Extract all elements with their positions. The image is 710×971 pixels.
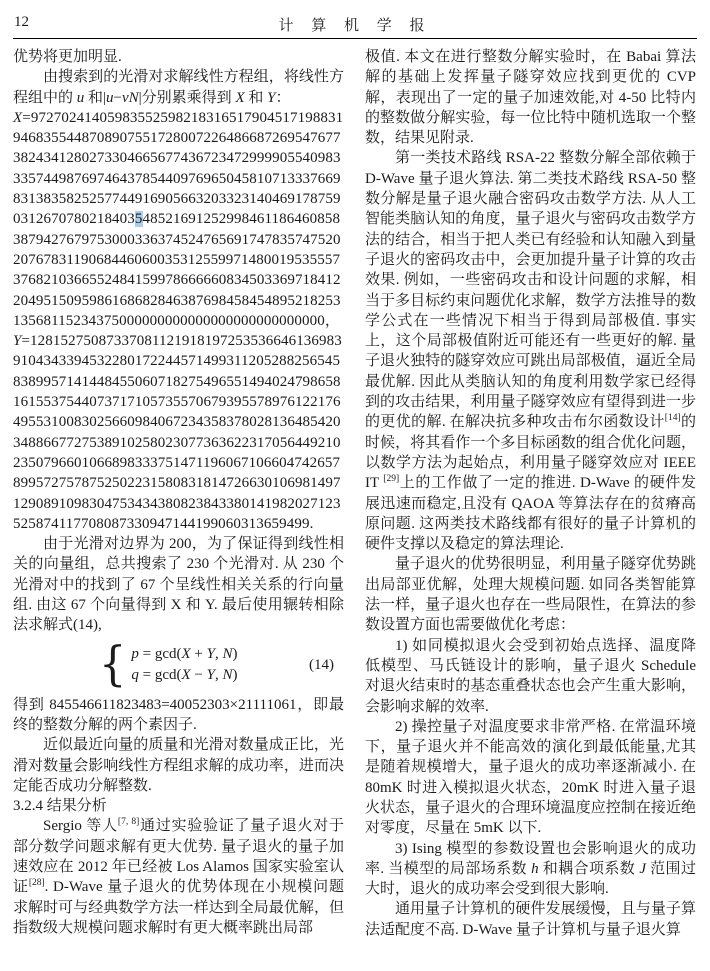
paragraph-two-routes: 第一类技术路线 RSA-22 整数分解全部依赖于 D-Wave 量子退火算法. 第二类技术路线 RSA-50 整数分解是量子退火融合密码攻击数学方法. 从人工智能类脑认知的角度，量子退火与密码攻击数学方法的结合，相当于把人类已有经验和认知融入到量子退火的密码攻击中，会更加提升量子计算的攻击效果. 例如，一些密码攻击和设计问题的求解，相当于多目标约束问题优化求解，数学方法推导的数学公式在一些情况下相当于得到局部极值. 事实上，这个局部极值附近可能还有一些更好的解. 量子退火独特的隧穿效应可跳出局部极值，逼近全局最优解. 因此从类脑认知的角度利用数学家已经得到的攻击结果，利用量子隧穿效应有望得到进一步的更优的解. 在解决抗多种攻击布尔函数设计[14]的时候，将其看作一个多目标函数的组合优化问题，以数学方法为起始点，利用量子隧穿效应对 IEEE IT [29]上的工作做了一定的推进. D-Wave 的硬件发展迅速而稳定,且没有 QAOA 等算法存在的贫瘠高原问题. 这两类技术路线都有很好的量子计算机的硬件支撑以及稳定的算法理论. xyxy=(365,150,696,553)
equation-line-p: p = gcd(X + Y, N) xyxy=(131,645,238,662)
equation-number: (14) xyxy=(309,656,334,673)
digits-block-xy: X=97270241405983552598218316517904517198831 9468355448708907551728007226486687269547677 3824341280273304665677436723472999905540983 3357449876974643785440976965045810713337669 8313835825257744916905663203323140469178759 0312670780218403548521691252998461186460858 3879427679753000336374524765691747835747520 2076783119068446060035312559971480019535557 3768210366552484159978666660834503369718412 2049515095986168682846387698458454895218253 13568115234375000000000000000000000000000， Y=12815275087337081121918197253536646136983 9104343394532280172244571499311205288256545 8389957141448455060718275496551494024798658 1615537544073717105735570679395578976122176 4955310083025660984067234358378028136485420 3488667727538910258023077363622317056449210 2350796601066898333751471196067106604742657 8995727578752502231580831814726630106981497 1290891098304753434380823843380141982027123 525874117708087330947144199060313659499. xyxy=(13,109,344,532)
header-rule xyxy=(13,38,697,39)
paragraph-universal-qc: 通用量子计算机的硬件发展缓慢，且与量子算法适配度不高. D-Wave 量子计算机与量子退火算 xyxy=(365,901,696,938)
paragraph-quality-ratio: 近似最近向量的质量和光滑对数量成正比，光滑对数量会影响线性方程组求解的成功率，进而决定能否成功分解整数. xyxy=(13,737,344,794)
equation-block xyxy=(13,637,344,692)
right-column xyxy=(365,47,696,940)
paragraph-smooth-pairs: 由搜索到的光滑对求解线性方程组，将线性方程组中的 u 和|u−vN|分别累乘得到 X 和 Y： xyxy=(13,69,344,106)
equation-line-q: q = gcd(X − Y, N) xyxy=(131,667,238,684)
section-heading-324: 3.2.4 结果分析 xyxy=(13,798,107,815)
left-column xyxy=(13,47,344,940)
page-header xyxy=(13,9,697,36)
paragraph-sergio: Sergio 等人[7, 8]通过实验验证了量子退火对于部分数学问题求解有更大优势. 量子退火的量子加速效应在 2012 年已经被 Los Alamos 国家实验室认证[28]. D-Wave 量子退火的优势体现在小规模问题求解时可与经典数学方法一样达到全局最优解，但指数级大规模问题求解时有更大概率跳出局部 xyxy=(13,817,344,936)
paragraph-advantage: 优势将更加明显. xyxy=(13,49,122,65)
paragraph-bound-200: 由于光滑对边界为 200，为了保证得到线性相关的向量组，总共搜索了 230 个光滑对. 从 230 个光滑对中的找到了 67 个呈线性相关关系的行向量组. 由这 67 个向量得到 X 和 Y. 最后使用辗转相除法求解式(14), xyxy=(13,536,344,634)
paragraph-annealing-advantage: 量子退火的优势很明显，利用量子隧穿优势跳出局部亚优解，处理大规模问题. 如同各类智能算法一样，量子退火也存在一些局限性，在算法的参数设置方面也需要做优化考虑： xyxy=(365,556,696,634)
journal-title: 计 算 机 学 报 xyxy=(278,18,432,34)
paragraph-point-1: 1) 如同模拟退火会受到初始点选择、温度降低模型、马氏链设计的影响，量子退火 Schedule 对退火结束时的基态重叠状态也会产生重大影响，会影响求解的效率. xyxy=(365,637,696,715)
paragraph-point-3: 3) Ising 模型的参数设置也会影响退火的成功率. 当模型的局部场系数 h 和耦合项系数 J 范围过大时，退火的成功率会受到很大影响. xyxy=(365,840,696,898)
equation-lines xyxy=(131,644,237,687)
content-columns xyxy=(13,47,697,940)
paragraph-point-2: 2) 操控量子对温度要求非常严格. 在常温环境下，量子退火并不能高效的演化到最低能量,尤其是随着规模增大，量子退火的成功率逐渐减小. 在 80mK 时进入模拟退火状态，20mK 时进入量子退火状态，量子退火的合理环境温度应控制在接近绝对零度，尽量在 5mK 以下. xyxy=(365,718,696,837)
left-brace-icon: { xyxy=(99,637,127,692)
page-number: 12 xyxy=(14,14,29,30)
paragraph-factors-result: 得到 845546611823483=40052303×21111061，即最终的整数分解的两个素因子. xyxy=(13,696,344,733)
paragraph-extremum-babai: 极值. 本文在进行整数分解实验时，在 Babai 算法解的基础上发挥量子隧穿效应找到更优的 CVP 解，表现出了一定的量子加速效能,对 4-50 比特内的整数做分解实验，每一位比特中随机选取一个整数，结果见附录. xyxy=(365,49,696,147)
